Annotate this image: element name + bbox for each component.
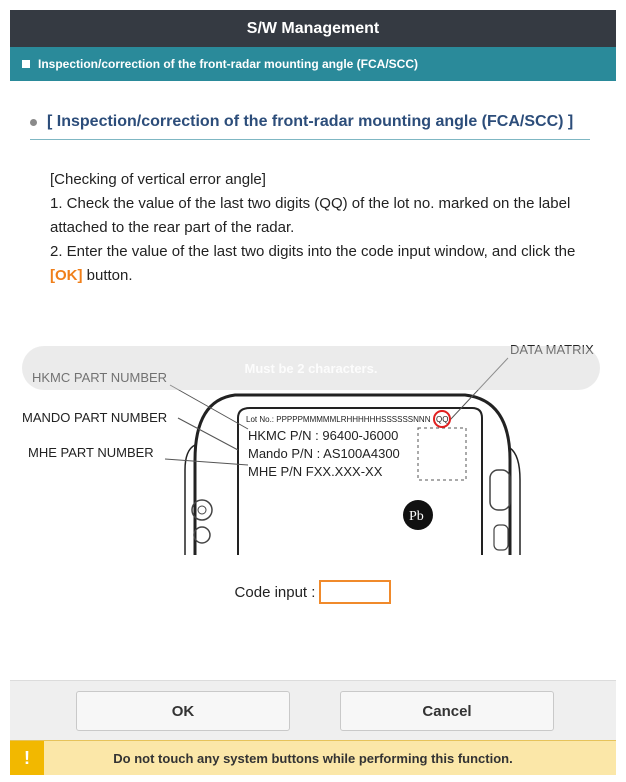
instruction-line-3-pre: 2. Enter the value of the last two digits into the code input window, and click the (50, 243, 576, 260)
callout-hkmc-part: HKMC PART NUMBER (32, 370, 168, 385)
label-mando-pn: Mando P/N : AS100A4300 (248, 446, 400, 461)
ok-button-label: OK (171, 702, 195, 720)
warning-text: Do not touch any system buttons while performing this function. (113, 750, 513, 766)
code-input-label: Code input : (234, 583, 316, 601)
warning-bar (10, 740, 616, 775)
instruction-line-2: 1. Check the value of the last two digits (QQ) of the lot no. marked on the label attached to the rear part of the radar. (50, 195, 571, 236)
button-footer (10, 680, 616, 741)
code-input-row (0, 580, 626, 604)
cancel-button[interactable] (340, 691, 554, 731)
instruction-line-1: [Checking of vertical error angle] (50, 171, 266, 188)
cancel-button-label: Cancel (422, 702, 472, 720)
callout-data-matrix: DATA MATRIX (510, 342, 594, 357)
section-header (30, 113, 590, 140)
label-hkmc-pn: HKMC P/N : 96400-J6000 (248, 428, 399, 443)
warning-icon: ! (10, 741, 44, 775)
callout-mhe-part: MHE PART NUMBER (28, 445, 154, 460)
toast-text: Must be 2 characters. (244, 360, 378, 376)
section-title: [ Inspection/correction of the front-radar mounting angle (FCA/SCC) ] (47, 113, 574, 130)
label-lot-no: Lot No.: PPPPPMMMMMLRHHHHHHSSSSSSNNN (246, 415, 431, 424)
bullet-dot-icon (30, 119, 37, 126)
instruction-line-3 (50, 240, 590, 288)
window-title-bar (10, 10, 616, 47)
square-bullet-icon (22, 60, 30, 68)
instruction-line-3-post: button. (82, 267, 133, 284)
instructions (50, 168, 590, 288)
left-mount-inner-icon (198, 506, 206, 514)
code-input-field[interactable] (319, 580, 391, 604)
pb-symbol-text: Pb (409, 509, 424, 524)
toast-message (22, 346, 600, 390)
callout-mando-part: MANDO PART NUMBER (22, 410, 168, 425)
hkmc-leader-line (170, 385, 248, 429)
mando-leader-line (178, 418, 238, 450)
mhe-leader-line (165, 459, 248, 465)
right-clip-icon (490, 470, 510, 510)
subheader-bar (10, 47, 616, 81)
ok-highlight: [OK] (50, 267, 83, 284)
window-title: S/W Management (246, 19, 380, 37)
right-clip-lower-icon (494, 525, 508, 550)
label-lot-qq: QQ (436, 415, 449, 424)
label-mhe-pn: MHE P/N FXX.XXX-XX (248, 464, 383, 479)
subheader-title: Inspection/correction of the front-radar mounting angle (FCA/SCC) (38, 57, 419, 71)
ok-button[interactable] (76, 691, 290, 731)
